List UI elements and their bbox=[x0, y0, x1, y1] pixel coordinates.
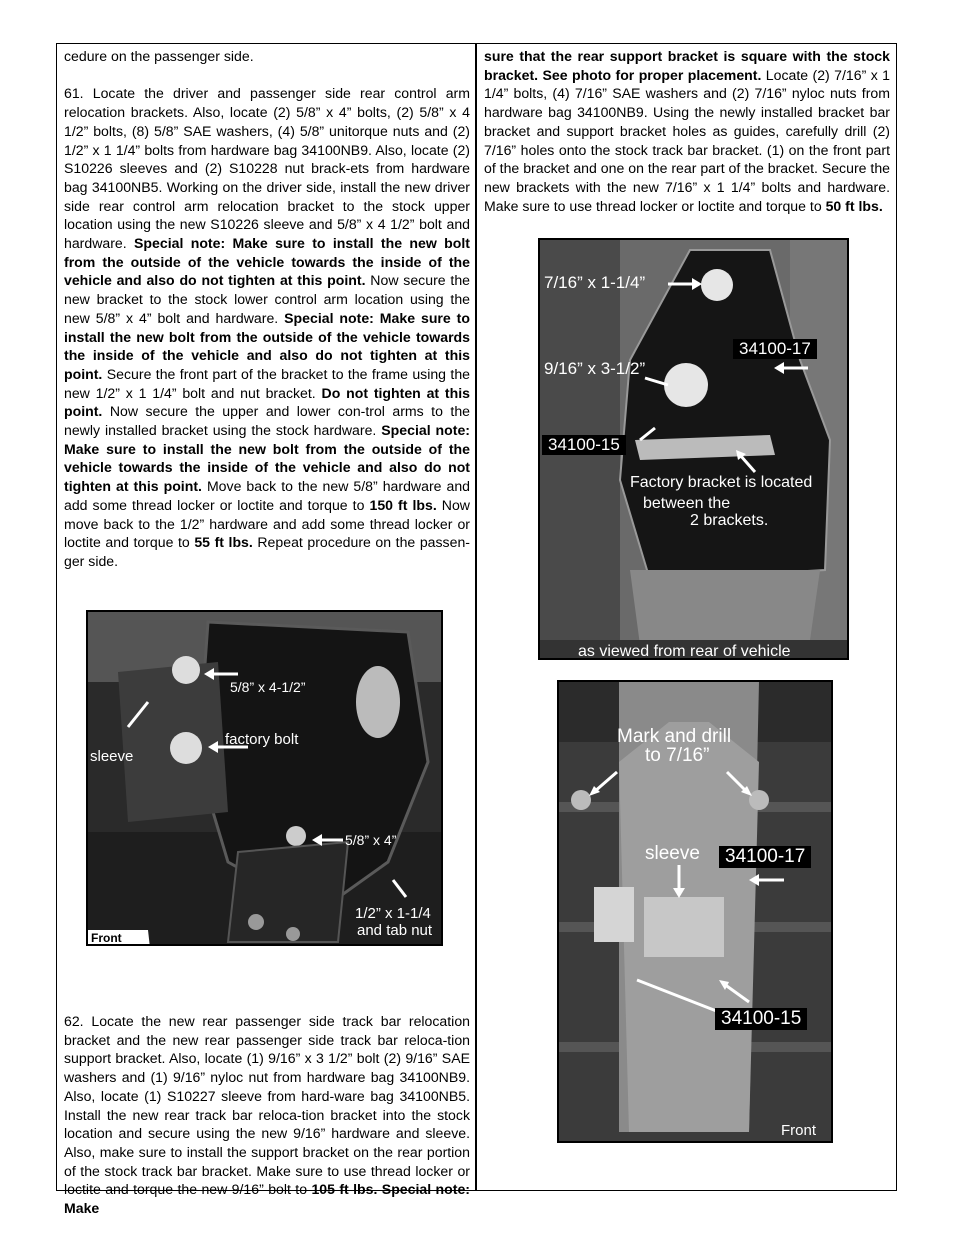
step-61-text-d: Secure the front part of the bracket to the frame using the new 1/2” x 1 1/4” bolt and nut bracket. bbox=[64, 365, 470, 401]
step-61-text-g: Now move back to the 1/2” hardware and add some thread locker or loctite and torque to bbox=[64, 496, 470, 551]
step-61-text-a: 61. Locate the driver and passenger side rear control arm relocation brackets. Also, locate (2) 5/8” x 4” bolts, (2) 5/8” x 4 1/2” bolts, (8) 5/8” SAE washers, (4) 5/8” unitorque nuts and (2) 1/2” x 1 1/4” bolts from hardware bag 34100NB9. Also, locate (2) S10226 sleeves and (2) S10228 nut brack-ets from hardware bag 34100NB5. Working on the driver side, install the new driver side rear control arm relocation bracket to the stock upper location using the new S10226 sleeve and 5/8” x 4 1/2” bolt and hardware. bbox=[64, 85, 470, 252]
step-61-note-1: Special note: Make sure to install the new bolt from the outside of the vehicle towards the inside of the vehicle and also do not tighten at this point. bbox=[64, 235, 470, 289]
label-34100-15: 34100-15 bbox=[542, 435, 626, 455]
left-column bbox=[64, 47, 470, 571]
label-sleeve: sleeve bbox=[90, 748, 134, 765]
torque-50: 50 ft lbs. bbox=[825, 197, 883, 214]
drill-holes-photo bbox=[557, 680, 833, 1143]
step-62-note: sure that the rear support bracket is square with the stock bracket. See photo for proper placement. bbox=[484, 48, 890, 83]
left-column-lower bbox=[64, 1012, 470, 1218]
photo-1-scene bbox=[88, 612, 443, 946]
label-34100-17: 34100-17 bbox=[719, 846, 811, 868]
step-61-paragraph bbox=[64, 84, 470, 570]
track-bar-bracket-photo bbox=[538, 238, 849, 660]
step-62-text-a: 62. Locate the new rear passenger side track bar relocation bracket and the new rear passenger side track bar reloca-tion support bracket. Also, locate (1) 9/16” x 3 1/2” bolt (2) 9/16” SAE washers and (1) 9/16” nyloc nut from hardware bag 34100NB9. Also, locate (1) S10227 sleeve from hard-ware bag 34100NB5. Install the new rear track bar reloca-tion bracket into the stock location and secure using the new 9/16” hardware and sleeve. Also, make sure to install the support bracket on the rear portion of the stock track bar bracket. Make sure to use thread locker or loctite and torque the new 9/16” bolt to bbox=[64, 1013, 470, 1198]
step-61-text-h: Repeat procedure on the passen-ger side. bbox=[64, 534, 470, 569]
label-34100-17: 34100-17 bbox=[733, 339, 817, 359]
label-factory-bracket-1: Factory bracket is located bbox=[630, 474, 813, 491]
intro-paragraph: cedure on the passenger side. bbox=[64, 48, 254, 64]
label-factory-bolt: factory bolt bbox=[225, 731, 299, 748]
step-61-note-4: Special note: Make sure to install the new bolt from the outside of the vehicle towards the inside of the vehicle and also do not tighten at this point. bbox=[64, 422, 470, 495]
step-61-text-f: Move back to the new 5/8” hardware and add some thread locker or loctite and torque to bbox=[64, 478, 470, 513]
column-divider bbox=[475, 43, 477, 1191]
torque-150: 150 ft lbs. bbox=[369, 496, 437, 513]
label-12x114: 1/2” x 1-1/4 bbox=[355, 905, 431, 922]
label-58x412: 5/8” x 4-1/2” bbox=[230, 679, 306, 695]
label-front: Front bbox=[781, 1122, 817, 1139]
label-sleeve: sleeve bbox=[645, 843, 700, 864]
step-61-note-2: Special note: Make sure to install the new bolt from the outside of the vehicle towards the inside of the vehicle and also do not tighten at this point. bbox=[64, 309, 470, 382]
step-62-continued bbox=[484, 47, 890, 215]
label-tab-nut: and tab nut bbox=[357, 922, 433, 939]
label-34100-15: 34100-15 bbox=[715, 1008, 807, 1030]
step-61-note-3: Do not tighten at this point. bbox=[64, 384, 470, 420]
torque-105: 105 ft lbs. Special note: Make bbox=[64, 1181, 470, 1217]
step-62-text-b: Locate (2) 7/16” x 1 1/4” bolts, (4) 7/16” SAE washers and (2) 7/16” nyloc nuts from hardware bag 34100NB9. Using the newly installed bracket bar bracket and support bracket holes as guides, carefully drill (2) 7/16” holes onto the stock track bar bracket. (1) on the front part of the bracket and one on the rear part of the bracket. Secure the new brackets with the new 7/16” x 1 1/4” bolts and hardware. Make sure to use thread locker or loctite and torque to bbox=[484, 66, 890, 214]
label-rear-view: as viewed from rear of vehicle bbox=[578, 643, 791, 660]
right-column bbox=[484, 47, 890, 215]
control-arm-bracket-photo bbox=[86, 610, 443, 946]
spacer bbox=[64, 66, 470, 85]
step-61-text-e: Now secure the upper and lower con-trol arms to the newly installed bracket using the stock hardware. bbox=[64, 403, 470, 439]
label-factory-bracket-3: 2 brackets. bbox=[690, 512, 769, 529]
label-916x312: 9/16” x 3-1/2” bbox=[544, 359, 646, 378]
label-58x4: 5/8” x 4” bbox=[345, 832, 397, 848]
label-factory-bracket-2: between the bbox=[643, 495, 731, 512]
label-front: Front bbox=[91, 931, 122, 945]
step-61-text-c: Now secure the new bracket to the stock lower control arm location using the new 5/8” x 4” bolt and hardware. bbox=[64, 272, 470, 326]
label-716x114: 7/16” x 1-1/4” bbox=[544, 273, 646, 292]
torque-55: 55 ft lbs. bbox=[194, 534, 253, 551]
label-mark-drill-2: to 7/16” bbox=[645, 745, 710, 766]
label-mark-drill-1: Mark and drill bbox=[617, 726, 732, 747]
step-62-paragraph bbox=[64, 1012, 470, 1218]
